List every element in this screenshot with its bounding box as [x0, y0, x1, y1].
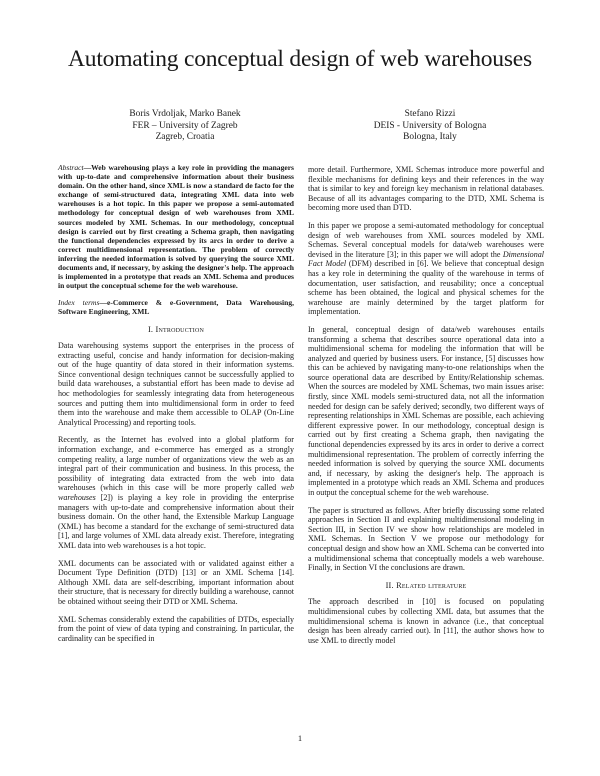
author-names: Stefano Rizzi: [404, 109, 456, 119]
author-affiliation: FER – University of Zagreb: [132, 120, 238, 131]
author-location: Bologna, Italy: [403, 132, 457, 143]
author-block-1: [90, 109, 280, 144]
paragraph: The approach described in [10] is focused on populating multidimensional cubes by collecting XML data, but assumes that the multidimensional schema is known in advance (i.e., that conceptual design has been already carried out). In [11], the author shows how to use XML to directly model: [308, 597, 544, 645]
paragraph: XML documents can be associated with or validated against either a Document Type Definition (DTD) [13] or an XML Schema [14]. Although XML data are self-describing, important information about their structure, that is necessary for directly building a warehouse, cannot be obtained without seeing their DTD or XML Schema.: [58, 558, 294, 606]
index-terms-label: Index terms: [58, 298, 100, 308]
author-affiliation: DEIS - University of Bologna: [373, 120, 487, 131]
author-block-2: [335, 109, 525, 144]
emphasis: web warehouses: [58, 483, 294, 502]
paper-title: Automating conceptual design of web warehouses: [68, 46, 532, 72]
author-location: Zagreb, Croatia: [155, 132, 215, 143]
paragraph: Recently, as the Internet has evolved into a global platform for information exchange, and e-commerce has emerged as a strongly competing reality, a large number of organizations view the web as an integral part of their communication and business. In this process, the possibility of integrating data extracted from the web into data warehouses (which in this case will be more properly called web warehouses [2]) is playing a key role in providing the enterprise managers with up-to-date and comprehensive information about their business domain. On the other hand, the Extensible Markup Language (XML) has become a standard for the exchange of semi-structured data [1], and large volumes of XML data already exist. Therefore, integrating XML data into web warehouses is a hot topic.: [58, 435, 294, 550]
paragraph: XML Schemas considerably extend the capabilities of DTDs, especially from the point of view of data typing and constraining. In particular, the cardinality can be specified in: [58, 614, 294, 643]
section-heading-related-literature: II. Related literature: [385, 580, 467, 590]
abstract: [58, 163, 294, 290]
paragraph: In this paper we propose a semi-automated methodology for conceptual design of web warehouses from XML sources modeled by XML Schemas. Several conceptual models for data/web warehouses were devised in the literature [3]; in this paper we will adopt the Dimensional Fact Model (DFM) described in [6]. We believe that conceptual design has a key role in determining the quality of the warehouse in terms of documentation, user satisfaction, and reusability; once a conceptual scheme has been obtained, the logical and physical schemes for the warehouse are mainly determined by the target platform for implementation.: [308, 220, 544, 317]
right-column: [308, 165, 544, 653]
page-number: 1: [297, 733, 303, 743]
paragraph: The paper is structured as follows. After briefly discussing some related approaches in Section II and explaining multidimensional modeling in Section III, in Section IV we show how relationships are modeled in XML Schemas. In Section V we propose our methodology for conceptual design and show how an XML Schema can be converted into a multidimensional schema that conceptually models a web warehouse. Finally, in Section VI the conclusions are drawn.: [308, 505, 544, 573]
left-column: [58, 163, 294, 651]
paragraph: Data warehousing systems support the enterprises in the process of extracting useful, concise and handy information for decision-making out of the huge quantity of data stored in their information systems. Since conventional design techniques cannot be successfully applied to build data warehouses, a substantial effort has been made to devise ad hoc methodologies for seamlessly integrating data from heterogeneous sources and putting them into multidimensional form in order to feed them into the warehouse and make them accessible to OLAP (On-Line Analytical Processing) and reporting tools.: [58, 341, 294, 427]
paragraph: In general, conceptual design of data/web warehouses entails transforming a schema that describes source operational data into a multidimensional schema for modeling the information that will be analyzed and queried by business users. For instance, [5] discusses how this can be achieved by navigating many-to-one relationships when the source operational data are described by Entity/Relationship schemas. When the sources are modeled by XML Schemas, two main issues arise: firstly, since XML models semi-structured data, not all the information needed for design can be safely derived; secondly, two different ways of representing relationships in XML Schemas are possible, each achieving different expressive power. In our methodology, conceptual design is carried out by first creating a Schema graph, then navigating the functional dependencies expressed by its arcs in order to derive a correct multidimensional representation. The problem of correctly inferring the needed information is solved by querying the source XML documents and, if necessary, by asking the designer's help. The approach is implemented in a prototype which reads an XML Schema and produces in output the conceptual scheme for the web warehouse.: [308, 324, 544, 497]
abstract-label: Abstract: [58, 163, 84, 172]
index-terms: [58, 298, 294, 316]
author-names: Boris Vrdoljak, Marko Banek: [129, 109, 241, 119]
paragraph: more detail. Furthermore, XML Schemas introduce more powerful and flexible mechanisms for defining keys and their references in the way that is similar to key and foreign key mechanism in relational databases. Because of all its advantages comparing to the DTD, XML Schema is becoming more used than DTD.: [308, 165, 544, 213]
emphasis: Dimensional Fact Model: [308, 249, 544, 269]
index-terms-text: —e-Commerce & e-Government, Data Warehousing, Software Engineering, XML: [58, 298, 294, 317]
section-heading-introduction: I. Introduction: [147, 324, 205, 334]
abstract-text: —Web warehousing plays a key role in providing the managers with up-to-date and comprehensive information about their business domain. On the other hand, since XML is now a standard de facto for the exchange of semi-structured data, integrating XML data into web warehouses is a hot topic. In this paper we propose a semi-automated methodology for conceptual design of web warehouses from XML sources modeled by XML Schemas. In our methodology, conceptual design is carried out by first creating a Schema graph, then navigating the functional dependencies expressed by its arcs in order to derive a correct multidimensional representation. The problem of correctly inferring the needed information is solved by querying the source XML documents and, if necessary, by asking the designer's help. The approach is implemented in a prototype that reads an XML Schema and produces in output the conceptual scheme for the web warehouse.: [58, 163, 294, 291]
